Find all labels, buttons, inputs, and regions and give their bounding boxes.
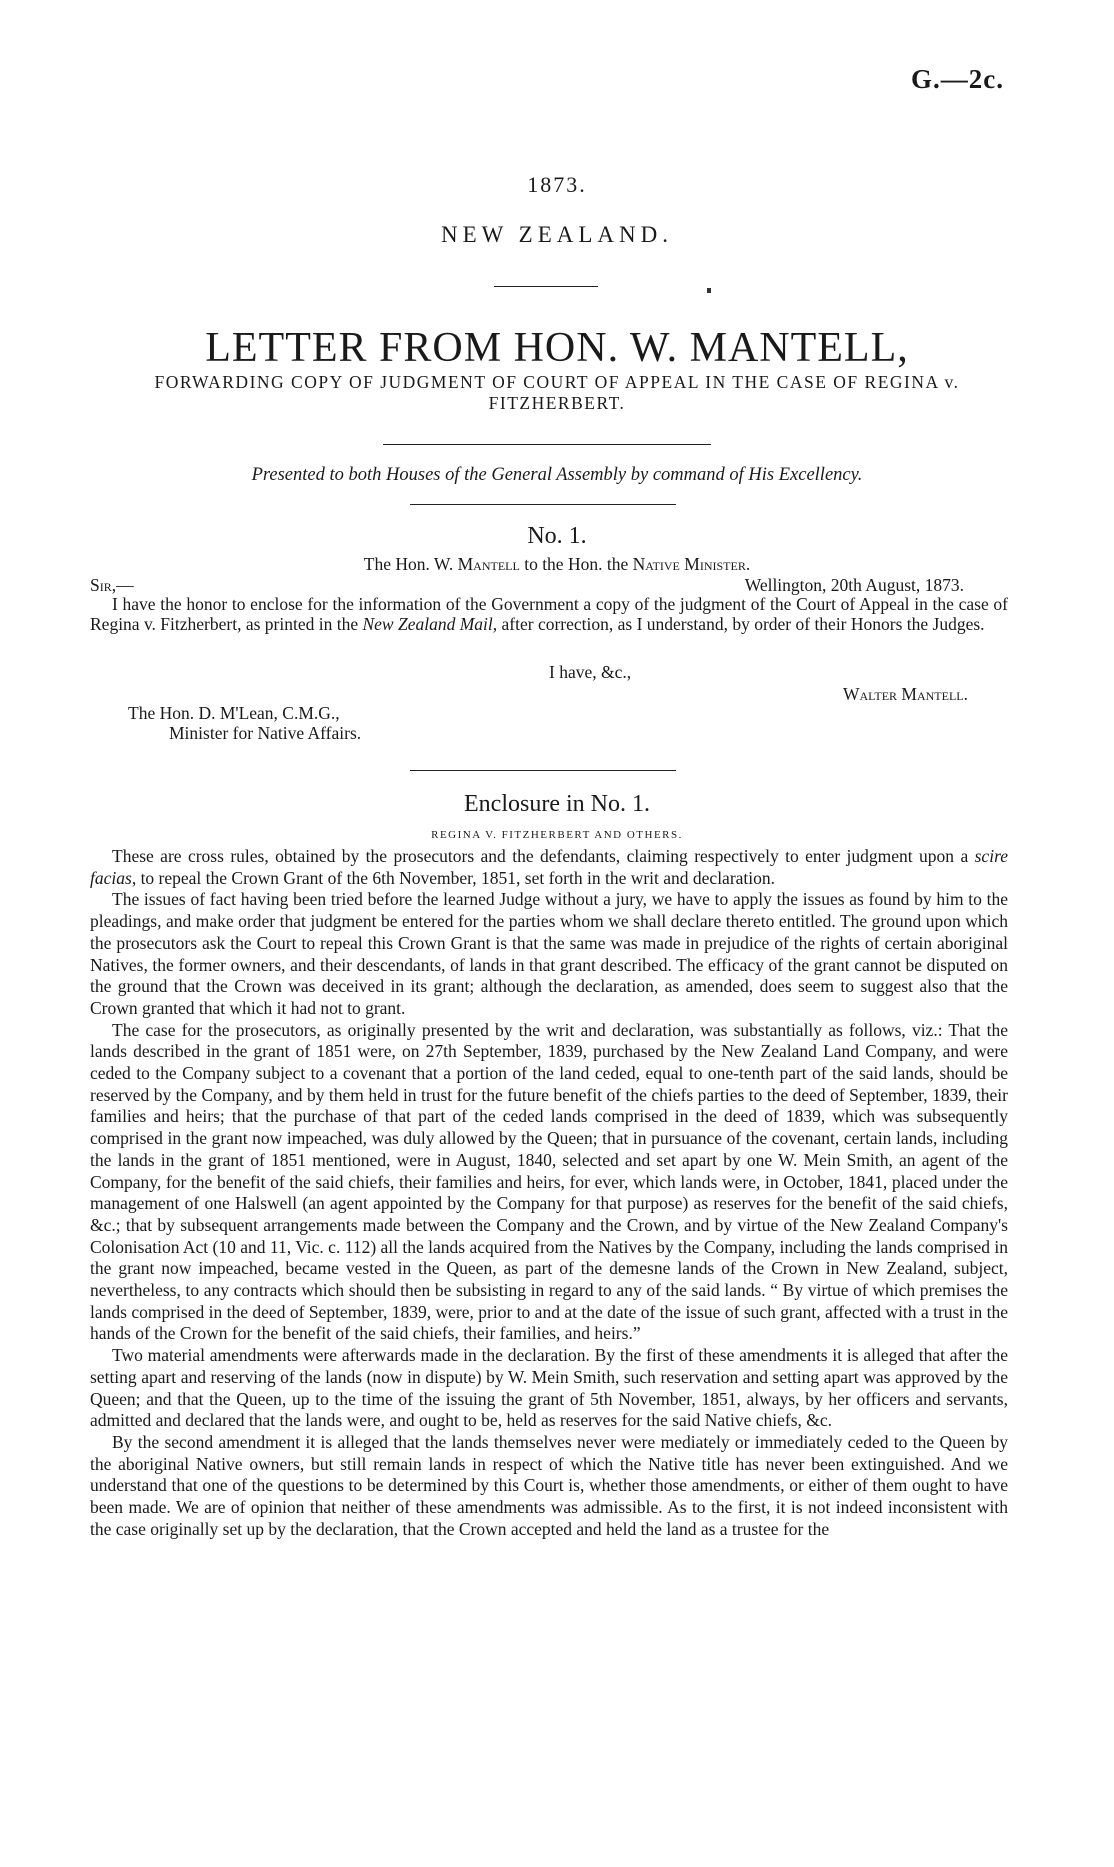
presented-line: Presented to both Houses of the General Assembly by command of His Excellency. — [251, 465, 863, 485]
addressee-name: The Hon. D. M'Lean, C.M.G., — [128, 703, 340, 723]
letter-body: I have the honor to enclose for the information of the Government a copy of the judgment of the Court of Appeal in the case of Regina v. Fitzherbert, as printed in the New Zealand Mail, after correction, as I understand, by order of their Honors the Judges. — [90, 594, 1008, 634]
letter-heading: The Hon. W. Mantell to the Hon. the Native Minister. — [363, 554, 751, 574]
paragraph: Two material amendments were afterwards made in the declaration. By the first of these amendments it is alleged that after the setting apart and reserving of the lands (now in dispute) by W. Mein Smith, such reservation and setting apart was approved by the Queen; and that the Queen, up to the time of the issuing the grant of 5th November, 1851, always, by her officers and servants, admitted and declared that the lands were, and ought to be, held as reserves for the said Native chiefs, &c. — [90, 1345, 1008, 1431]
paragraph: These are cross rules, obtained by the prosecutors and the defendants, claiming respectively to enter judgment upon a scire facias, to repeal the Crown Grant of the 6th November, 1851, set forth in the writ and declaration. — [90, 846, 1008, 888]
divider — [494, 286, 598, 287]
printer-mark — [707, 288, 711, 293]
document-subtitle: FORWARDING COPY OF JUDGMENT OF COURT OF APPEAL IN THE CASE OF REGINA v. FITZHERBERT. — [154, 372, 960, 413]
year: 1873. — [527, 172, 587, 197]
letter-number: No. 1. — [527, 523, 587, 549]
paragraph: By the second amendment it is alleged that the lands themselves never were mediately or immediately ceded to the Queen by the aboriginal Native owners, but still remain lands in respect of which the Native title has never been extinguished. And we understand that one of the questions to be determined by this Court is, whether those amendments, or either of them ought to have been made. We are of opinion that neither of these amendments was admissible. As to the first, it is not indeed inconsistent with the case originally set up by the declaration, that the Crown accepted and held the land as a trustee for the — [90, 1431, 1008, 1539]
paper-reference: G.—2c. — [911, 64, 1004, 94]
enclosure-heading: Enclosure in No. 1. — [464, 791, 650, 817]
signature: Walter Mantell. — [842, 684, 968, 704]
divider — [410, 770, 676, 771]
addressee-office: Minister for Native Affairs. — [169, 723, 362, 743]
salutation: Sir,— — [90, 575, 134, 595]
divider — [410, 504, 676, 505]
place-date: Wellington, 20th August, 1873. — [744, 575, 964, 595]
paragraph: The case for the prosecutors, as originally presented by the writ and declaration, was substantially as follows, viz.: That the lands described in the grant of 1851 were, on 27th September, 1839, purchased by the New Zealand Land Company, and were ceded to the Company subject to a covenant that a portion of the land ceded, equal to one-tenth part of the said lands, should be reserved by the Company, and by them held in trust for the future benefit of the chiefs parties to the deed of September, 1839, their families and heirs; that the purchase of that part of the ceded lands comprised in the deed of 1839, which was subsequently comprised in the grant now impeached, was duly allowed by the Queen; that in pursuance of the covenant, certain lands, including the lands in the grant of 1851 mentioned, were in August, 1840, selected and set apart by one W. Mein Smith, an agent of the Company, for the benefit of the said chiefs, their families and heirs, for ever, which lands were, in October, 1841, placed under the management of one Halswell (an agent appointed by the Company for that purpose) as reserves for the benefit of the said chiefs, &c.; that by subsequent arrangements made between the Company and the Crown, and by virtue of the New Zealand Company's Colonisation Act (10 and 11, Vic. c. 112) all the lands acquired from the Natives by the Company, including the lands comprised in the grant now impeached, became vested in the Queen, as part of the demesne lands of the Crown in New Zealand, subject, nevertheless, to any contracts which should then be subsisting in regard to any of the said lands. “ By virtue of which premises the lands comprised in the deed of September, 1839, were, prior to and at the date of the issue of such grant, affected with a trust in the hands of the Crown for the benefit of the said chiefs, their families, and heirs.” — [90, 1019, 1008, 1344]
closing: I have, &c., — [549, 662, 632, 682]
divider — [383, 444, 711, 445]
judgment-text — [90, 846, 1008, 1541]
document-title: LETTER FROM HON. W. MANTELL, — [205, 325, 909, 371]
paragraph: The issues of fact having been tried before the learned Judge without a jury, we have to apply the issues as found by him to the pleadings, and make order that judgment be entered for the parties whom we shall declare thereto entitled. The ground upon which the prosecutors ask the Court to repeal this Crown Grant is that the same was made in prejudice of the rights of certain aboriginal Natives, the former owners, and their descendants, of lands in that grant described. The efficacy of the grant cannot be disputed on the ground that the Crown was deceived in its grant; although the declaration, as amended, does seem to suggest also that the Crown granted that which it had not to grant. — [90, 889, 1008, 1018]
case-title: REGINA V. FITZHERBERT AND OTHERS. — [431, 829, 683, 841]
country: NEW ZEALAND. — [440, 222, 674, 247]
